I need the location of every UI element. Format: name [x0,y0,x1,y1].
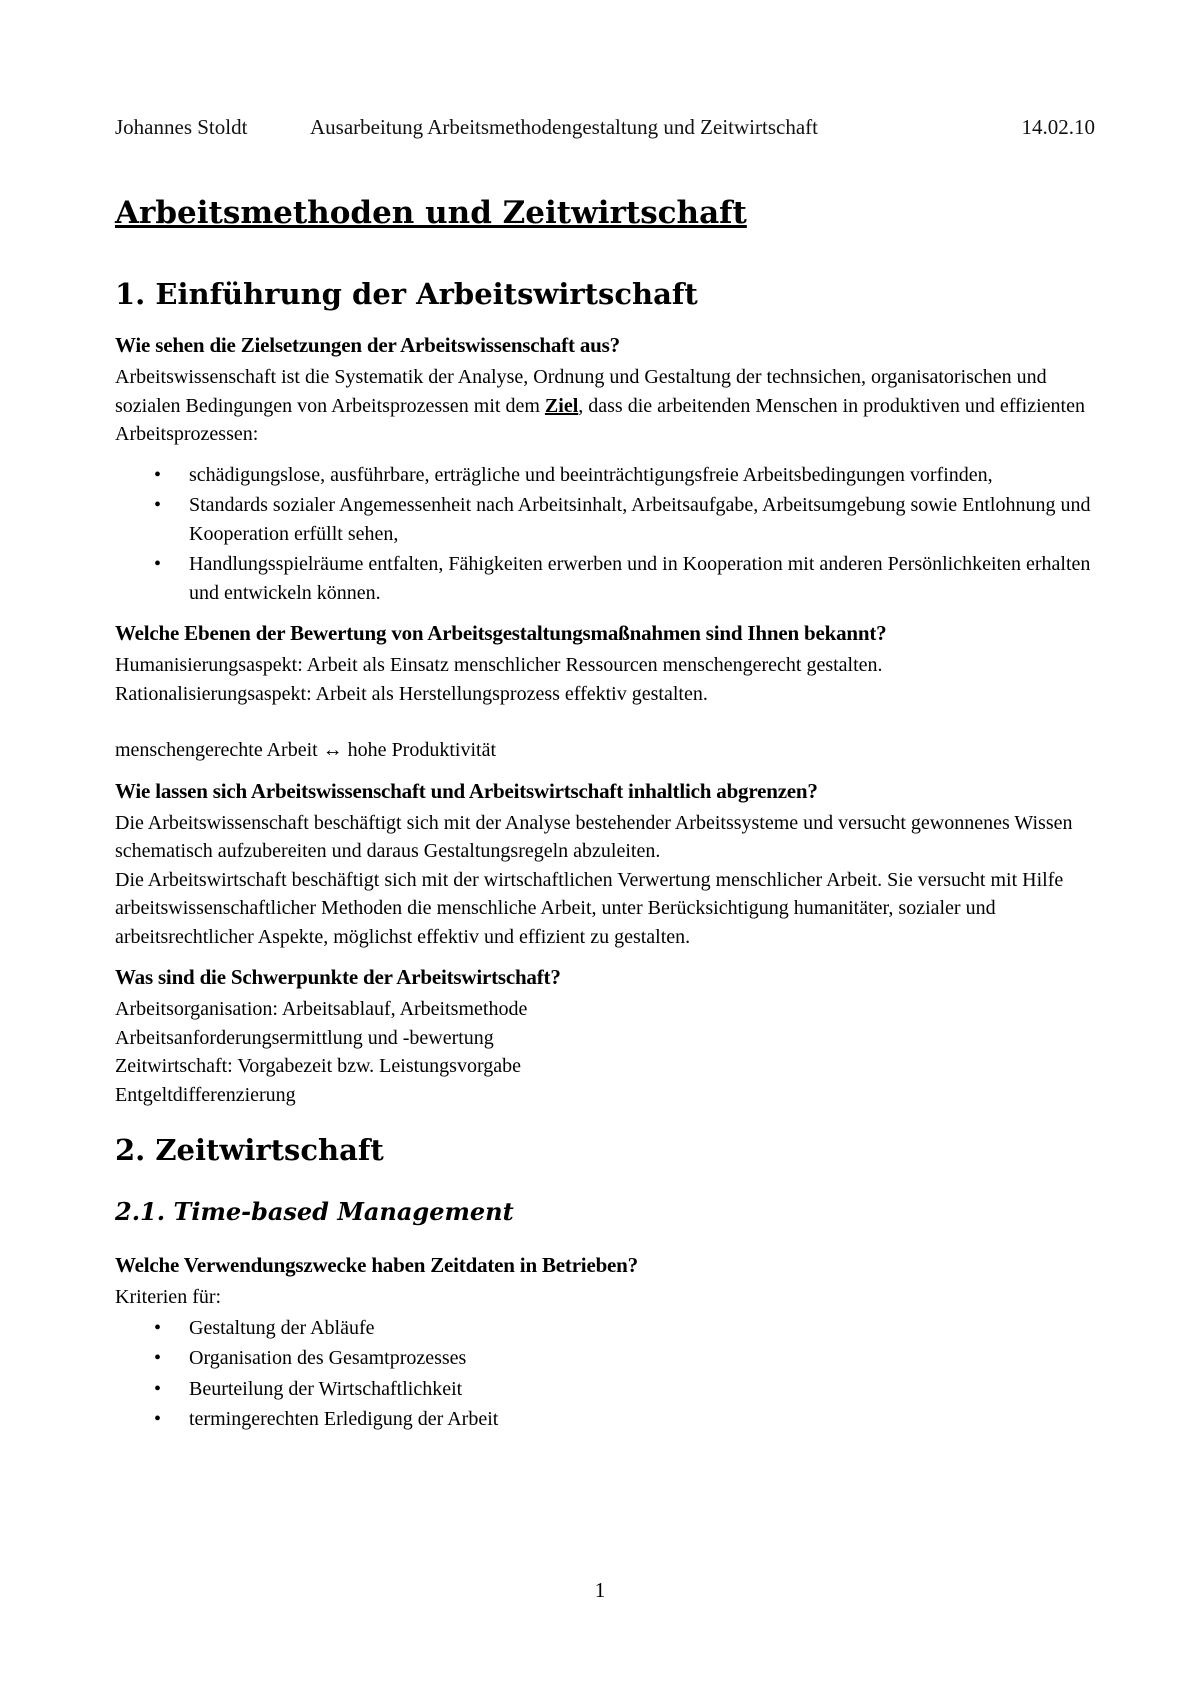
list-item: • Handlungsspielräume entfalten, Fähigkeiten erwerben und in Kooperation mit anderen Persönlichkeiten erhalten und entwickeln können. [115,550,1095,607]
header-document-title: Ausarbeitung Arbeitsmethodengestaltung und Zeitwirtschaft [310,115,818,139]
paragraph-text: , dass die arbeitenden Menschen in produktiven und effizienten Arbeitsprozessen: [115,394,1085,445]
text-line: Arbeitsanforderungsermittlung und -bewertung [115,1026,494,1049]
document-body [115,193,1095,1446]
paragraph-abgrenzung [115,809,1095,952]
paragraph-kriterien: Kriterien für: [115,1286,222,1308]
list-item: • schädigungslose, ausführbare, erträgliche und beeinträchtigungsfreie Arbeitsbedingungen vorfinden, [115,461,1095,490]
question-heading: Welche Ebenen der Bewertung von Arbeitsgestaltungsmaßnahmen sind Ihnen bekannt? [115,621,887,645]
list-item: • termingerechten Erledigung der Arbeit [115,1405,1095,1434]
bullet-list [115,461,1095,608]
list-item: • Organisation des Gesamtprozesses [115,1344,1095,1373]
question-heading: Wie lassen sich Arbeitswissenschaft und Arbeitswirtschaft inhaltlich abgrenzen? [115,778,818,803]
question-heading: Welche Verwendungszwecke haben Zeitdaten in Betrieben? [115,1253,638,1277]
paragraph-zielsetzungen [115,363,1095,449]
text-line: Entgeltdifferenzierung [115,1083,296,1106]
bullet-list [115,1314,1095,1434]
subsection-heading: 2.1. Time-based Management [115,1197,514,1226]
list-item: • Standards sozialer Angemessenheit nach Arbeitsinhalt, Arbeitsaufgabe, Arbeitsumgebung sowie Entlohnung und Kooperation erfüllt sehen, [115,491,1095,548]
question-heading: Wie sehen die Zielsetzungen der Arbeitswissenschaft aus? [115,333,620,357]
section-heading-2: 2. Zeitwirtschaft [115,1133,384,1167]
blank-line [115,708,1095,736]
section-heading-1: 1. Einführung der Arbeitswirtschaft [115,277,698,311]
header-date: 14.02.10 [1021,115,1095,139]
paragraph-schwerpunkte [115,995,1095,1109]
paragraph-bewertung [115,651,1095,765]
text-line: menschengerechte Arbeit ↔ hohe Produktivität [115,739,497,761]
page-number: 1 [594,1578,606,1602]
paragraph-text: Die Arbeitswirtschaft beschäftigt sich mit der wirtschaftlichen Verwertung menschlicher Arbeit. Sie versucht mit Hilfe arbeitswissenschaftlicher Methoden die menschliche Arbeit, unter Berücksichtigung humanitäter, sozialer und arbeitsrechtlicher Aspekte, möglichst effektiv und effizient zu gestalten. [115,868,1064,948]
text-line: Rationalisierungsaspekt: Arbeit als Herstellungsprozess effektiv gestalten. [115,682,708,705]
question-heading: Was sind die Schwerpunkte der Arbeitswirtschaft? [115,965,561,989]
text-line: Zeitwirtschaft: Vorgabezeit bzw. Leistungsvorgabe [115,1055,522,1077]
list-item: • Gestaltung der Abläufe [115,1314,1095,1343]
header-author: Johannes Stoldt [115,115,248,139]
paragraph-text: Die Arbeitswissenschaft beschäftigt sich mit der Analyse bestehender Arbeitssysteme und versucht gewonnenes Wissen schematisch aufzubereiten und daraus Gestaltungsregeln abzuleiten. [115,811,1073,862]
text-line: Humanisierungsaspekt: Arbeit als Einsatz menschlicher Ressourcen menschengerecht gestalten. [115,654,883,676]
paragraph-text: Arbeitswissenschaft ist die Systematik der Analyse, Ordnung und Gestaltung der technsichen, organisatorischen und sozialen Bedingungen von Arbeitsprozessen mit dem [115,366,1047,417]
list-item: • Beurteilung der Wirtschaftlichkeit [115,1375,1095,1404]
ziel-keyword: Ziel [544,394,579,417]
page-header [115,115,1095,145]
document-title: Arbeitsmethoden und Zeitwirtschaft [115,195,747,231]
text-line: Arbeitsorganisation: Arbeitsablauf, Arbeitsmethode [115,998,528,1020]
